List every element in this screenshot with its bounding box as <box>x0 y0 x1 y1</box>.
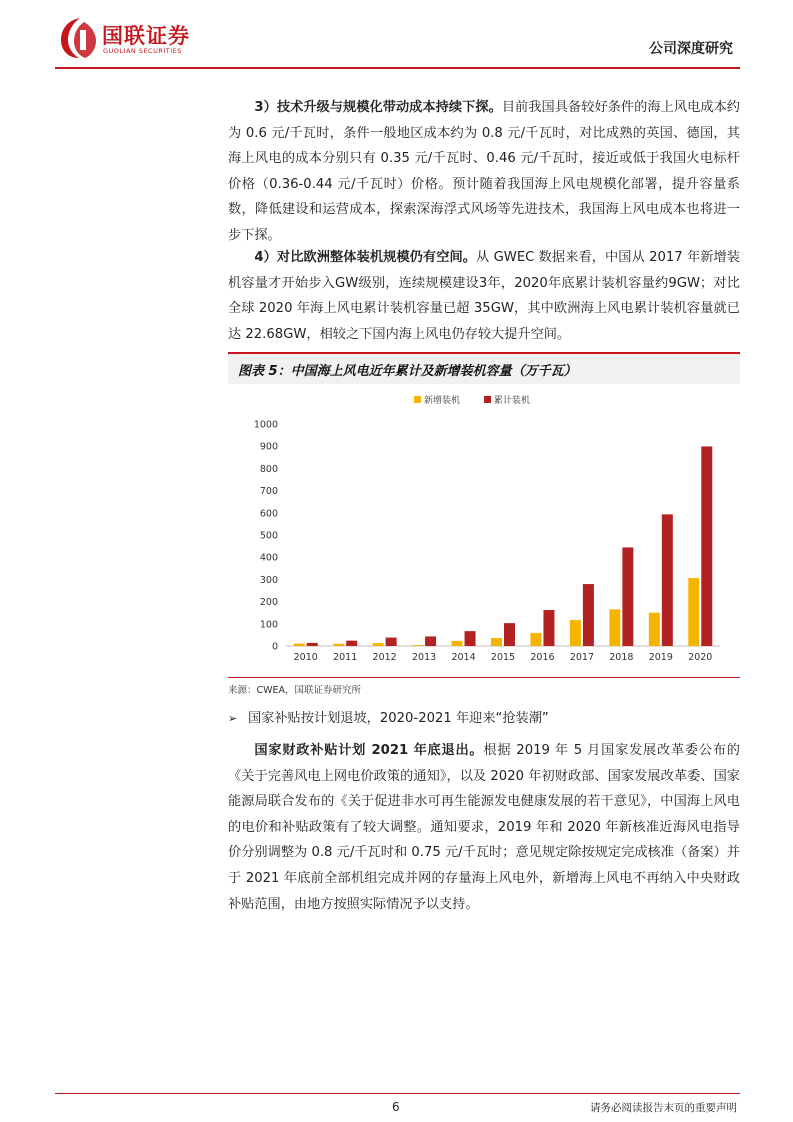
bar-cumulative <box>701 446 712 646</box>
paragraph-body: 从 GWEC 数据来看，中国从 2017 年新增装机容量才开始步入GW级别，连续规模建设3年，2020年底累计装机容量约9GW；对比全球 2020 年海上风电累计装机容量已超 35GW，其中欧洲海上风电累计装机容量就已达 22.68GW，相较之下国内海上风电仍存较大提升空间。 <box>228 250 740 342</box>
logo-text-en: GUOLIAN SECURITIES <box>103 47 182 55</box>
section-bullet <box>228 707 549 726</box>
bar-new <box>609 609 620 646</box>
bar-cumulative <box>662 514 673 646</box>
page-number: 6 <box>392 1100 400 1114</box>
bar-new <box>688 578 699 646</box>
y-tick-label: 400 <box>259 552 278 564</box>
y-tick-label: 300 <box>259 574 278 586</box>
paragraph-heading: 国家财政补贴计划 2021 年底退出。 <box>254 743 484 758</box>
paragraph-heading: 3）技术升级与规模化带动成本持续下探。 <box>254 100 502 115</box>
paragraph-body: 根据 2019 年 5 月国家发展改革委公布的《关于完善风电上网电价政策的通知》，以及 2020 年初财政部、国家发展改革委、国家能源局联合发布的《关于促进非水可再生能源发电健康发展的若干意见》，中国海上风电的电价和补贴政策有了较大调整。通知要求，2019 年和 2020 年新核准近海风电指导价分别调整为 0.8 元/千瓦时和 0.75 元/千瓦时；意见规定除按规定完成核准（备案）并于 2021 年底前全部机组完成并网的存量海上风电外，新增海上风电不再纳入中央财政补贴范围，由地方按照实际情况予以支持。 <box>228 743 740 912</box>
bar-new <box>333 644 344 646</box>
figure-title: 图表 5：中国海上风电近年累计及新增装机容量（万千瓦） <box>238 364 577 379</box>
bar-cumulative <box>307 643 318 646</box>
capacity-bar-chart <box>228 388 740 670</box>
y-tick-label: 700 <box>259 486 278 498</box>
legend-swatch <box>484 396 491 403</box>
bar-new <box>294 644 305 646</box>
x-tick-label: 2018 <box>609 652 634 663</box>
bar-new <box>412 645 423 646</box>
paragraph-europe-comparison <box>228 245 740 347</box>
bar-new <box>491 638 502 646</box>
footer-divider <box>55 1093 740 1094</box>
bar-cumulative <box>425 636 436 646</box>
paragraph-heading: 4）对比欧洲整体装机规模仍有空间。 <box>254 250 477 265</box>
bar-cumulative <box>622 547 633 646</box>
x-tick-label: 2014 <box>451 652 476 663</box>
bar-cumulative <box>504 623 515 646</box>
legend-label: 累计装机 <box>494 396 531 406</box>
logo-icon <box>58 16 98 60</box>
x-tick-label: 2011 <box>333 652 358 663</box>
bullet-text: 国家补贴按计划退坡，2020-2021 年迎来“抢装潮” <box>248 711 549 726</box>
figure-title-bar <box>228 352 740 384</box>
legend-swatch <box>414 396 421 403</box>
header-divider <box>55 67 740 69</box>
bar-cumulative <box>583 584 594 646</box>
y-tick-label: 0 <box>271 641 278 653</box>
legend-label: 新增装机 <box>424 396 461 406</box>
page-header <box>0 0 793 72</box>
company-logo <box>58 16 208 60</box>
arrow-bullet-icon: ➢ <box>228 712 238 725</box>
paragraph-body: 目前我国具备较好条件的海上风电成本约为 0.6 元/千瓦时，条件一般地区成本约为 0.8 元/千瓦时，对比成熟的英国、德国，其海上风电的成本分别只有 0.35 元/千瓦时、0.46 元/千瓦时，接近或低于我国火电标杆价格（0.36-0.44 元/千瓦时）价格。预计随着我国海上风电规模化部署，提升容量系数，降低建设和运营成本，探索深海浮式风场等先进技术，我国海上风电成本也将进一步下探。 <box>228 100 740 243</box>
paragraph-cost-decline <box>228 95 740 249</box>
x-tick-label: 2013 <box>411 652 437 663</box>
y-tick-label: 500 <box>259 530 278 542</box>
y-tick-label: 600 <box>259 508 278 520</box>
y-tick-label: 100 <box>259 619 278 631</box>
bar-cumulative <box>543 610 554 646</box>
bar-new <box>373 643 384 646</box>
y-tick-label: 900 <box>259 441 278 453</box>
y-tick-label: 200 <box>259 597 278 609</box>
bar-cumulative <box>465 631 476 646</box>
bar-new <box>649 613 660 646</box>
x-tick-label: 2010 <box>293 652 318 663</box>
bar-cumulative <box>346 641 357 646</box>
figure-source: 来源：CWEA，国联证券研究所 <box>228 685 362 696</box>
bar-new <box>452 641 463 646</box>
footer-disclaimer: 请务必阅读报告末页的重要声明 <box>590 1102 737 1114</box>
x-tick-label: 2017 <box>569 652 595 663</box>
x-tick-label: 2015 <box>490 652 516 663</box>
figure-divider <box>228 677 740 678</box>
x-tick-label: 2019 <box>648 652 673 663</box>
x-tick-label: 2012 <box>372 652 397 663</box>
bar-new <box>530 633 541 646</box>
x-tick-label: 2016 <box>530 652 555 663</box>
y-tick-label: 800 <box>259 463 278 475</box>
logo-text-cn: 国联证券 <box>102 24 190 48</box>
bar-new <box>570 620 581 646</box>
y-tick-label: 1000 <box>253 419 278 431</box>
x-tick-label: 2020 <box>688 652 713 663</box>
paragraph-subsidy-exit <box>228 738 740 917</box>
report-type: 公司深度研究 <box>649 41 733 57</box>
bar-cumulative <box>386 638 397 646</box>
